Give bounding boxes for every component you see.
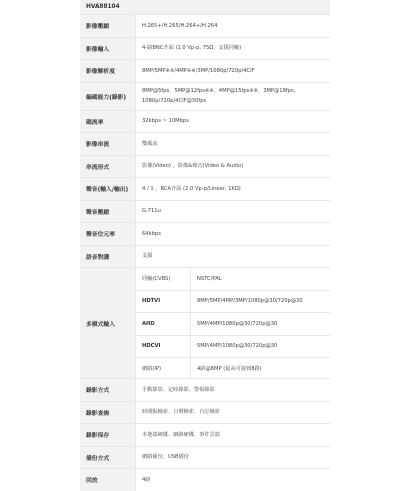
spec-row: [80, 82, 330, 110]
multi-input-subrow: [136, 357, 330, 378]
spec-label: 影像輸入: [80, 38, 136, 60]
spec-row: [80, 132, 330, 155]
input-type-value: 5MP/4MP/1080p@30/720p@30: [197, 343, 278, 350]
spec-value: 本地端硬碟、網路硬碟、事件雲端: [142, 431, 220, 438]
input-type: HDCVI: [136, 336, 191, 358]
multi-input-subrow: [136, 312, 330, 335]
spec-row: [80, 222, 330, 245]
multi-input-subrow: [136, 268, 330, 290]
spec-value: 網路備份、USB備份: [142, 454, 189, 461]
spec-label: 影像串流: [80, 133, 136, 155]
multi-input-subtable: [136, 268, 330, 378]
input-type: HDTVI: [136, 291, 191, 313]
spec-label: 影像壓縮: [80, 15, 136, 37]
spec-row: [80, 59, 330, 82]
spec-value: 8MP@5fps，5MP@12fps※※，4MP@15fps※※，3MP@18fps，1080p/720p/4CIF@30fps: [142, 88, 299, 104]
spec-value: 4-路BNC介面 (1.0 Vp-p, 75Ω，支援同軸): [142, 45, 242, 52]
spec-value: 32kbps ~ 10Mbps: [142, 118, 189, 125]
spec-label: 錄影查詢: [80, 402, 136, 424]
spec-row: [80, 200, 330, 223]
spec-row: [80, 110, 330, 133]
multi-input-row: [80, 267, 330, 378]
spec-value: 時間點檢索、日曆檢索、自訂檢索: [142, 409, 220, 416]
spec-row: [80, 423, 330, 446]
spec-label: 聲音壓縮: [80, 201, 136, 223]
spec-row: [80, 468, 330, 491]
model-title-row: [80, 0, 330, 14]
spec-value: H.265+/H.265/H.264+/H.264: [142, 22, 218, 29]
spec-row: [80, 155, 330, 178]
spec-value: G.711u: [142, 208, 161, 215]
input-type: 網路(IP): [136, 358, 191, 378]
spec-label: 編碼能力(錄影): [80, 83, 136, 110]
spec-label: 錄影方式: [80, 379, 136, 401]
input-type-value: 8MP/5MP/4MP/3MP/1080p@30/720p@30: [197, 298, 303, 305]
multi-input-label: 多模式輸入: [80, 268, 136, 378]
spec-value: 支援: [142, 253, 153, 260]
spec-row: [80, 245, 330, 268]
spec-label: 備份方式: [80, 447, 136, 469]
multi-input-subrow: [136, 290, 330, 313]
input-type-value: 5MP/4MP/1080p@30/720p@30: [197, 320, 278, 327]
input-type-value: 4路@8MP (最高可接到8路): [197, 365, 262, 372]
spec-row: [80, 378, 330, 401]
spec-value: 4路: [142, 476, 151, 483]
model-title: HVA88104: [80, 0, 330, 14]
spec-label: 碼流率: [80, 111, 136, 133]
input-type: 同軸(CVBS): [136, 268, 191, 290]
multi-input-subrow: [136, 335, 330, 358]
spec-value: 4 / 1 ，RCA介面 (2.0 Vp-p/Linear, 1KΩ): [142, 185, 241, 192]
input-type: AHD: [136, 313, 191, 335]
spec-label: 聲音(輸入/輸出): [80, 178, 136, 200]
spec-label: 回放: [80, 469, 136, 491]
input-type-value: NSTC/PAL: [197, 275, 222, 282]
spec-value: 8MP/5MP※※/4MP※※/3MP/1080p/720p/4CIF: [142, 67, 255, 74]
spec-label: 語音對講: [80, 246, 136, 268]
spec-table: [80, 0, 330, 491]
spec-row: [80, 177, 330, 200]
spec-row: [80, 37, 330, 60]
spec-row: [80, 14, 330, 37]
spec-row: [80, 401, 330, 424]
spec-row: [80, 446, 330, 469]
spec-label: 影像解析度: [80, 60, 136, 82]
spec-value: 雙碼流: [142, 140, 158, 147]
spec-label: 聲音位元率: [80, 223, 136, 245]
spec-label: 錄影保存: [80, 424, 136, 446]
spec-value: 影像(Video) ，影像&聲音(Video & Audio): [142, 163, 244, 170]
spec-value: 64kbps: [142, 230, 161, 237]
spec-value: 手動錄影、定時錄影、警報錄影: [142, 386, 215, 393]
spec-label: 串流形式: [80, 156, 136, 178]
